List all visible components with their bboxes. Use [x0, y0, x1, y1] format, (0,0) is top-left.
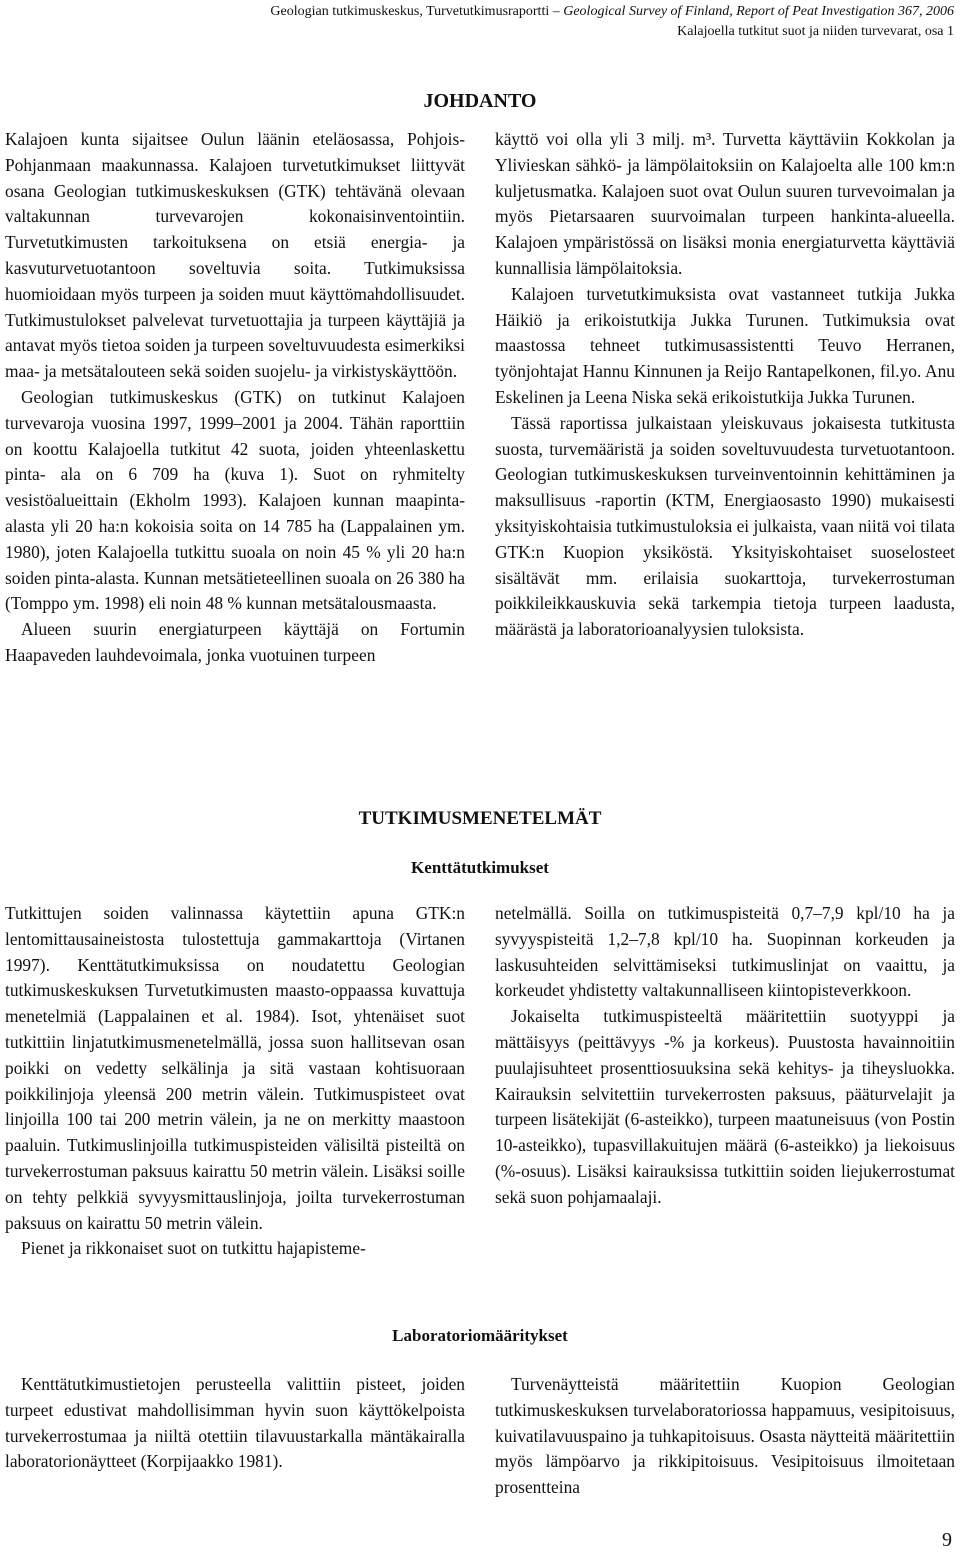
header-publisher: Geologian tutkimuskeskus, Turvetutkimusraportti –	[270, 4, 564, 19]
paragraph: Kalajoen turvetutkimuksista ovat vastanneet tutkija Jukka Häikiö ja erikoistutkija Jukka Turunen. Tutkimuksia ovat maastossa tehneet tutkimusassistentti Teuvo Herranen, työnjohtajat Hannu Kinnunen ja Reijo Rantapelkonen, fil.yo. Anu Eskelinen ja Leena Niska sekä erikoistutkija Jukka Turunen.	[495, 283, 955, 407]
subsection-title-laboratorio: Laboratoriomääritykset	[392, 1326, 568, 1345]
section-title-johdanto: JOHDANTO	[423, 90, 537, 112]
running-header-line2: Kalajoella tutkitut suot ja niiden turvevarat, osa 1	[677, 24, 954, 39]
johdanto-left-column	[5, 127, 465, 669]
paragraph: Pienet ja rikkonaiset suot on tutkittu hajapisteme-	[21, 1238, 366, 1259]
section-title-menetelmat: TUTKIMUSMENETELMÄT	[358, 808, 602, 829]
laboratorio-right-column	[495, 1372, 955, 1501]
paragraph: Alueen suurin energiaturpeen käyttäjä on Fortumin Haapaveden lauhdevoimala, jonka vuotuinen turpeen	[5, 619, 465, 665]
paragraph: Tutkittujen soiden valinnassa käytettiin apuna GTK:n lentomittausaineistosta tulostettuja gammakarttoja (Virtanen 1997). Kenttätutkimuksissa on noudatettu Geologian tutkimuskeskuksen Turvetutkimusten maasto-oppaassa kuvattuja menetelmiä (Lappalainen et al. 1984). Isot, yhtenäiset suot tutkittiin linjatutkimusmenetelmällä, jossa suon hallitsevan osan poikki on vedetty selkälinja ja sitä vastaan kohtisuoraan poikkilinjoja yleensä 200 metrin välein. Tutkimuspisteet ovat linjoilla 100 tai 200 metrin välein, ja ne on merkitty maastoon paaluin. Tutkimuslinjoilla tutkimuspisteiden välisiltä pisteiltä on turvekerrostuman paksuus kairattu 50 metrin välein. Lisäksi soille on tehty pelkkiä syvyysmittauslinjoja, joilta turvekerrostuman paksuus on kairattu 50 metrin välein.	[5, 903, 465, 1233]
johdanto-right-column	[495, 127, 955, 643]
paragraph: Tässä raportissa julkaistaan yleiskuvaus jokaisesta tutkitusta suosta, turvemääristä ja soiden soveltuvuudesta turvetuotantoon. Geologian tutkimuskeskuksen turveinventoinnin kehittäminen ja maksullisuus -raportin (KTM, Energiaosasto 1990) mukaisesti yksityiskohtaisia tutkimustuloksia ei julkaista, vaan niitä voi tilata GTK:n Kuopion yksiköstä. Yksityiskohtaiset suoselosteet sisältävät mm. erilaisia suokarttoja, turvekerrostuman poikkileikkauskuvia sekä tarkempia tietoja turpeen laadusta, määrästä ja laboratorioanalyysien tuloksista.	[495, 412, 955, 640]
paragraph: Turvenäytteistä määritettiin Kuopion Geologian tutkimuskeskuksen turvelaboratoriossa happamuus, vesipitoisuus, kuivatilavuuspaino ja tuhkapitoisuus. Osasta näytteitä määritettiin myös lämpöarvo ja rikkipitoisuus. Vesipitoisuus ilmoitetaan prosentteina	[495, 1374, 955, 1498]
paragraph: Jokaiselta tutkimuspisteeltä määritettiin suotyyppi ja mättäisyys (peittävyys -% ja korkeus). Puustosta havainnoitiin puulajisuhteet prosenttiosuuksina sekä kehitys- ja tiheysluokka. Kairauksin selvitettiin turvekerrosten paksuus, pääturvelajit ja turpeen lisätekijät (6-asteikko), turpeen maatuneisuus (von Postin 10-asteikko), tupasvillakuitujen määrä (6-asteikko) ja liekoisuus (%-osuus). Lisäksi kairauksissa tutkittiin soiden liejukerrostumat sekä suon pohjamaalaji.	[495, 1006, 955, 1207]
header-series: Geological Survey of Finland, Report of Peat Investigation 367, 2006	[563, 4, 954, 19]
paragraph: käyttö voi olla yli 3 milj. m³. Turvetta käyttäviin Kokkolan ja Ylivieskan sähkö- ja lämpölaitoksiin on Kalajoelta alle 100 km:n kuljetusmatka. Kalajoen suot ovat Oulun suuren turvevoimalan ja myös Pietarsaaren suurvoimalan turpeen hankinta-alueella. Kalajoen ympäristössä on lisäksi monia energiaturvetta käyttäviä kunnallisia lämpölaitoksia.	[495, 129, 955, 278]
menetelmat-right-column	[495, 901, 955, 1211]
paragraph: Geologian tutkimuskeskus (GTK) on tutkinut Kalajoen turvevaroja vuosina 1997, 1999–2001 ja 2004. Tähän raporttiin on koottu Kalajoella tutkitut 42 suota, joiden yhteenlaskettu pinta- ala on 6 709 ha (kuva 1). Suot on ryhmitelty vesistöalueittain (Ekholm 1993). Kalajoen kunnan maapinta-alasta yli 20 ha:n kokoisia soita on 14 785 ha (Lappalainen ym. 1980), joten Kalajoella tutkittu suoala on noin 45 % yli 20 ha:n soiden pinta-alasta. Kunnan metsätieteellinen suoala on 26 380 ha (Tomppo ym. 1998) eli noin 48 % kunnan metsätalousmaasta.	[5, 386, 465, 614]
subsection-title-kenttatutkimukset: Kenttätutkimukset	[411, 858, 549, 877]
paragraph: netelmällä. Soilla on tutkimuspisteitä 0,7–7,9 kpl/10 ha ja syvyyspisteitä 1,2–7,8 kpl/10 ha. Suopinnan korkeuden ja laskusuhteiden selvittämiseksi tutkimuslinjat on vaaittu, ja korkeudet yhdistetty valtakunnalliseen kiintopisteverkkoon.	[495, 903, 955, 1001]
paragraph: Kenttätutkimustietojen perusteella valittiin pisteet, joiden turpeet edustivat mahdollisimman hyvin suon käyttökelpoista turvekerrostumaa ja niiltä otettiin tilavuustarkalla mäntäkairalla laboratorionäytteet (Korpijaakko 1981).	[5, 1374, 465, 1472]
menetelmat-left-column	[5, 901, 465, 1262]
page-number: 9	[942, 1529, 952, 1551]
running-header-line1	[270, 2, 954, 22]
paragraph: Kalajoen kunta sijaitsee Oulun läänin eteläosassa, Pohjois-Pohjanmaan maakunnassa. Kalajoen turvetutkimukset liittyvät osana Geologian tutkimuskeskuksen (GTK) tehtävänä olevaan valtakunnan turvevarojen kokonaisinventointiin. Turvetutkimusten tarkoituksena on etsiä energia- ja kasvuturvetuotantoon soveltuvia soita. Tutkimuksissa huomioidaan myös turpeen ja soiden muut käyttömahdollisuudet. Tutkimustulokset palvelevat turvetuottajia ja turpeen käyttäjiä ja antavat myös tietoa soiden ja turpeen soveltuvuudesta esimerkiksi maa- ja metsätalouteen sekä soiden suojelu- ja virkistyskäyttöön.	[5, 129, 465, 382]
laboratorio-left-column	[5, 1372, 465, 1475]
